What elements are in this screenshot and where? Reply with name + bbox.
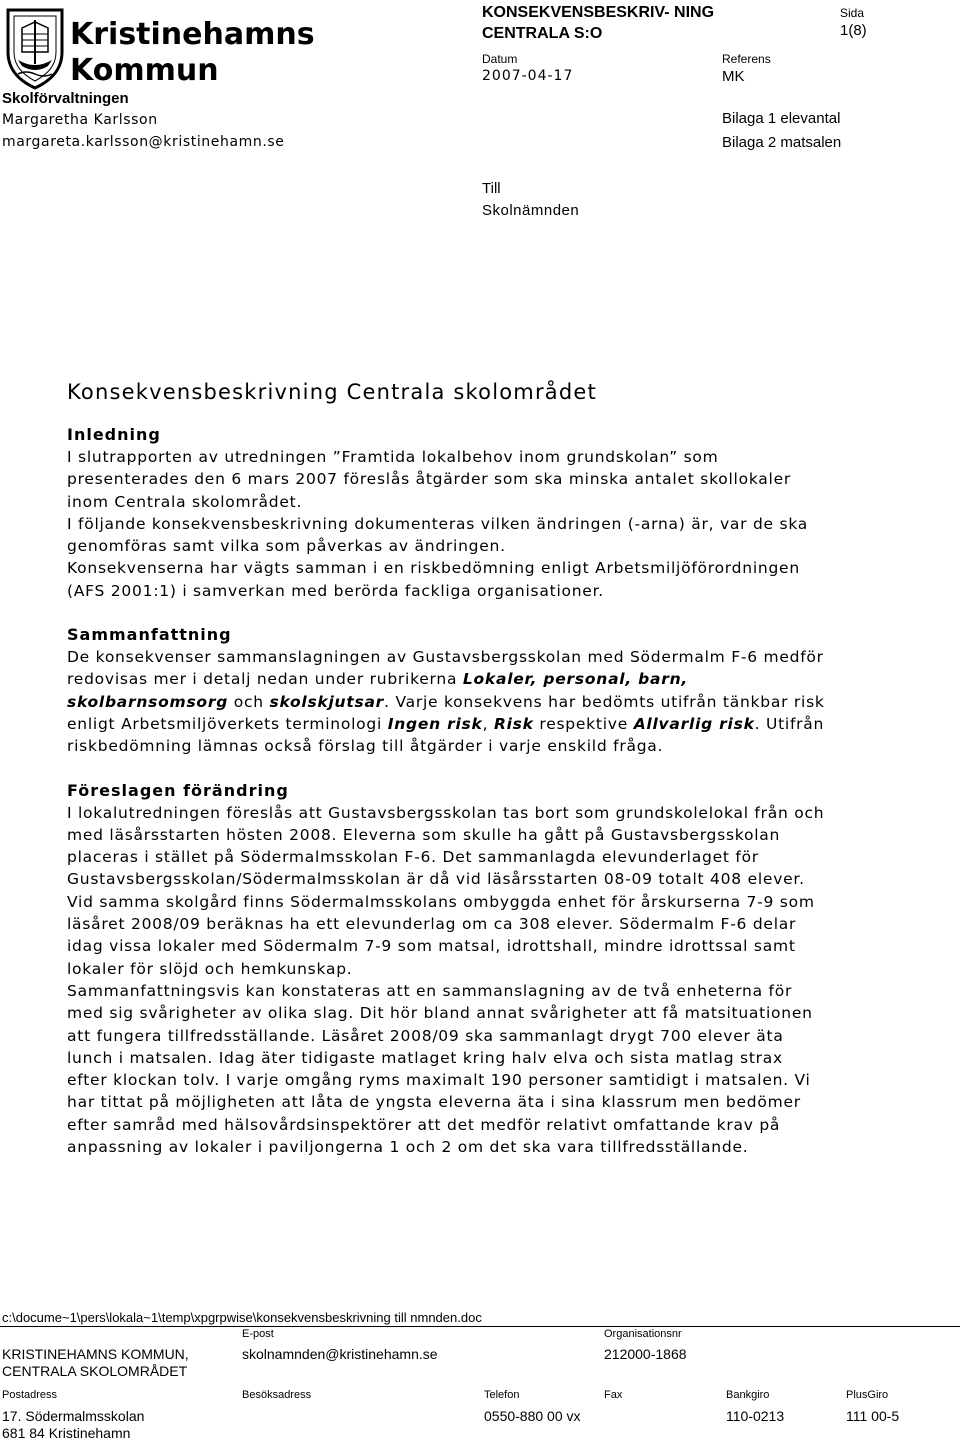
document-title: Konsekvensbeskrivning Centrala skolområdet [67, 380, 597, 404]
intro-paragraph-3: Konsekvenserna har vägts samman i en riskbedömning enligt Arbetsmiljöförordningen (AFS 2001:1) i samverkan med berörda fackliga organisationer. [67, 559, 800, 600]
phone-label: Telefon [484, 1389, 520, 1401]
reference-value: MK [722, 68, 745, 85]
document-type: KONSEKVENSBESKRIV- NING CENTRALA S:O [482, 4, 715, 42]
change-paragraph-1: I lokalutredningen föreslås att Gustavsbergsskolan tas bort som grundskolelokal från och med läsårsstarten hösten 2008. Eleverna som skulle ha gått på Gustavsbergsskolan placeras i stället på Södermalmsskolan F-6. Det sammanlagda elevunderlaget för Gustavsbergsskolan/Södermalmsskolan är då vid läsårsstarten 08-09 totalt 408 elever. Vid samma skolgård finns Södermalmsskolans ombyggda enhet för årskurserna 7-9 som läsåret 2008/09 beräknas ha ett elevunderlag om ca 308 elever. Södermalm F-6 delar idag vissa lokaler med Södermalm 7-9 som matsal, idrottshall, mindre idrottssal samt lokaler för slöjd och hemkunskap. [67, 803, 825, 978]
recipient-line-2: Skolnämnden [482, 202, 580, 219]
date-value: 2007-04-17 [482, 68, 574, 84]
emphasis-serious-risk: Allvarlig risk [633, 714, 755, 733]
contact-person: Margaretha Karlsson [2, 112, 158, 128]
emphasis-no-risk: Ingen risk [387, 714, 483, 733]
footer-org-number: 212000-1868 [604, 1346, 687, 1362]
intro-heading: Inledning [67, 425, 161, 444]
change-heading: Föreslagen förändring [67, 780, 289, 800]
postal-address-line-2: 681 84 Kristinehamn [2, 1425, 131, 1441]
postal-address-label: Postadress [2, 1389, 58, 1401]
fax-label: Fax [604, 1389, 623, 1401]
page-label: Sida [840, 6, 865, 20]
municipality-logo [4, 4, 315, 90]
summary-heading: Sammanfattning [67, 625, 232, 645]
contact-email: margareta.karlsson@kristinehamn.se [2, 134, 285, 150]
postal-address-line-1: 17. Södermalmsskolan [2, 1408, 145, 1424]
recipient-line-1: Till [482, 180, 501, 197]
intro-paragraph-1: I slutrapporten av utredningen ”Framtida lokalbehov inom grundskolan” som presenterades den 6 mars 2007 föreslås åtgärder som ska minska antalet skollokaler inom Centrala skolområdet. [67, 448, 792, 511]
attachment-1: Bilaga 1 elevantal [722, 110, 841, 127]
visiting-address-label: Besöksadress [242, 1389, 312, 1401]
date-label: Datum [482, 52, 518, 66]
intro-paragraph-2: I följande konsekvensbeskrivning dokumenteras vilken ändringen (-arna) är, var de ska genomföras samt vilka som påverkas av ändringen. [67, 514, 809, 556]
footer-email: skolnamnden@kristinehamn.se [242, 1346, 438, 1362]
logo-line-1: Kristinehamns [70, 17, 315, 52]
summary-paragraph: De konsekvenser sammanslagningen av Gustavsbergsskolan med Södermalm F-6 medför redovisas mer i detalj nedan under rubrikerna Lokaler, personal, barn, skolbarnsomsorg och skolskjutsar. Varje konsekvens har bedömts utifrån tänkbar risk enligt Arbetsmiljöverkets terminologi Ingen risk, Risk respektive Allvarlig risk. Utifrån riskbedömning lämnas också förslag till åtgärder i varje enskild fråga. [67, 648, 825, 756]
department-name: Skolförvaltningen [2, 90, 129, 107]
bankgiro-value: 110-0213 [726, 1408, 785, 1424]
footer-org-line-1: KRISTINEHAMNS KOMMUN, [2, 1346, 189, 1362]
document-body [67, 380, 827, 1158]
bankgiro-label: Bankgiro [726, 1389, 770, 1401]
change-paragraph-2: Sammanfattningsvis kan konstateras att en sammanslagning av de två enheterna för med sig svårigheter av olika slag. Dit hör bland annat svårigheter att få matsituationen att fungera tillfredsställande. Läsåret 2008/09 ska sammanlagt drygt 700 elever äta lunch i matsalen. Idag äter tidigaste matlaget kring halv elva och sista matlag strax efter klockan tolv. I varje omgång ryms maximalt 190 personer samtidigt i matsalen. Vi har tittat på möjligheten att låta de yngsta eleverna äta i sina klassrum men bedömer efter samråd med hälsovårdsinspektörer att det medför relativt omfattande krav på anpassning av lokaler i paviljongerna 1 och 2 om det ska vara tillfredsställande. [67, 981, 813, 1157]
footer-divider [0, 1326, 960, 1327]
plusgiro-value: 111 00-5 [846, 1408, 900, 1424]
phone-value: 0550-880 00 vx [484, 1408, 581, 1424]
footer-org-line-2: CENTRALA SKOLOMRÅDET [2, 1363, 188, 1379]
attachment-2: Bilaga 2 matsalen [722, 134, 842, 151]
emphasis-school-transport: skolskjutsar [269, 692, 385, 711]
emphasis-risk: Risk [493, 714, 534, 733]
coat-of-arms-icon [4, 4, 315, 90]
file-path: c:\docume~1\pers\lokala~1\temp\xpgrpwise\konsekvensbeskrivning till nmnden.doc [2, 1310, 482, 1325]
org-number-label: Organisationsnr [604, 1328, 682, 1340]
plusgiro-label: PlusGiro [846, 1389, 889, 1401]
logo-line-2: Kommun [70, 53, 219, 88]
emphasis-categories: Lokaler, personal, barn, skolbarnsomsorg [67, 670, 689, 711]
reference-label: Referens [722, 52, 771, 66]
page-number: 1(8) [840, 22, 867, 39]
email-label: E-post [242, 1328, 274, 1340]
